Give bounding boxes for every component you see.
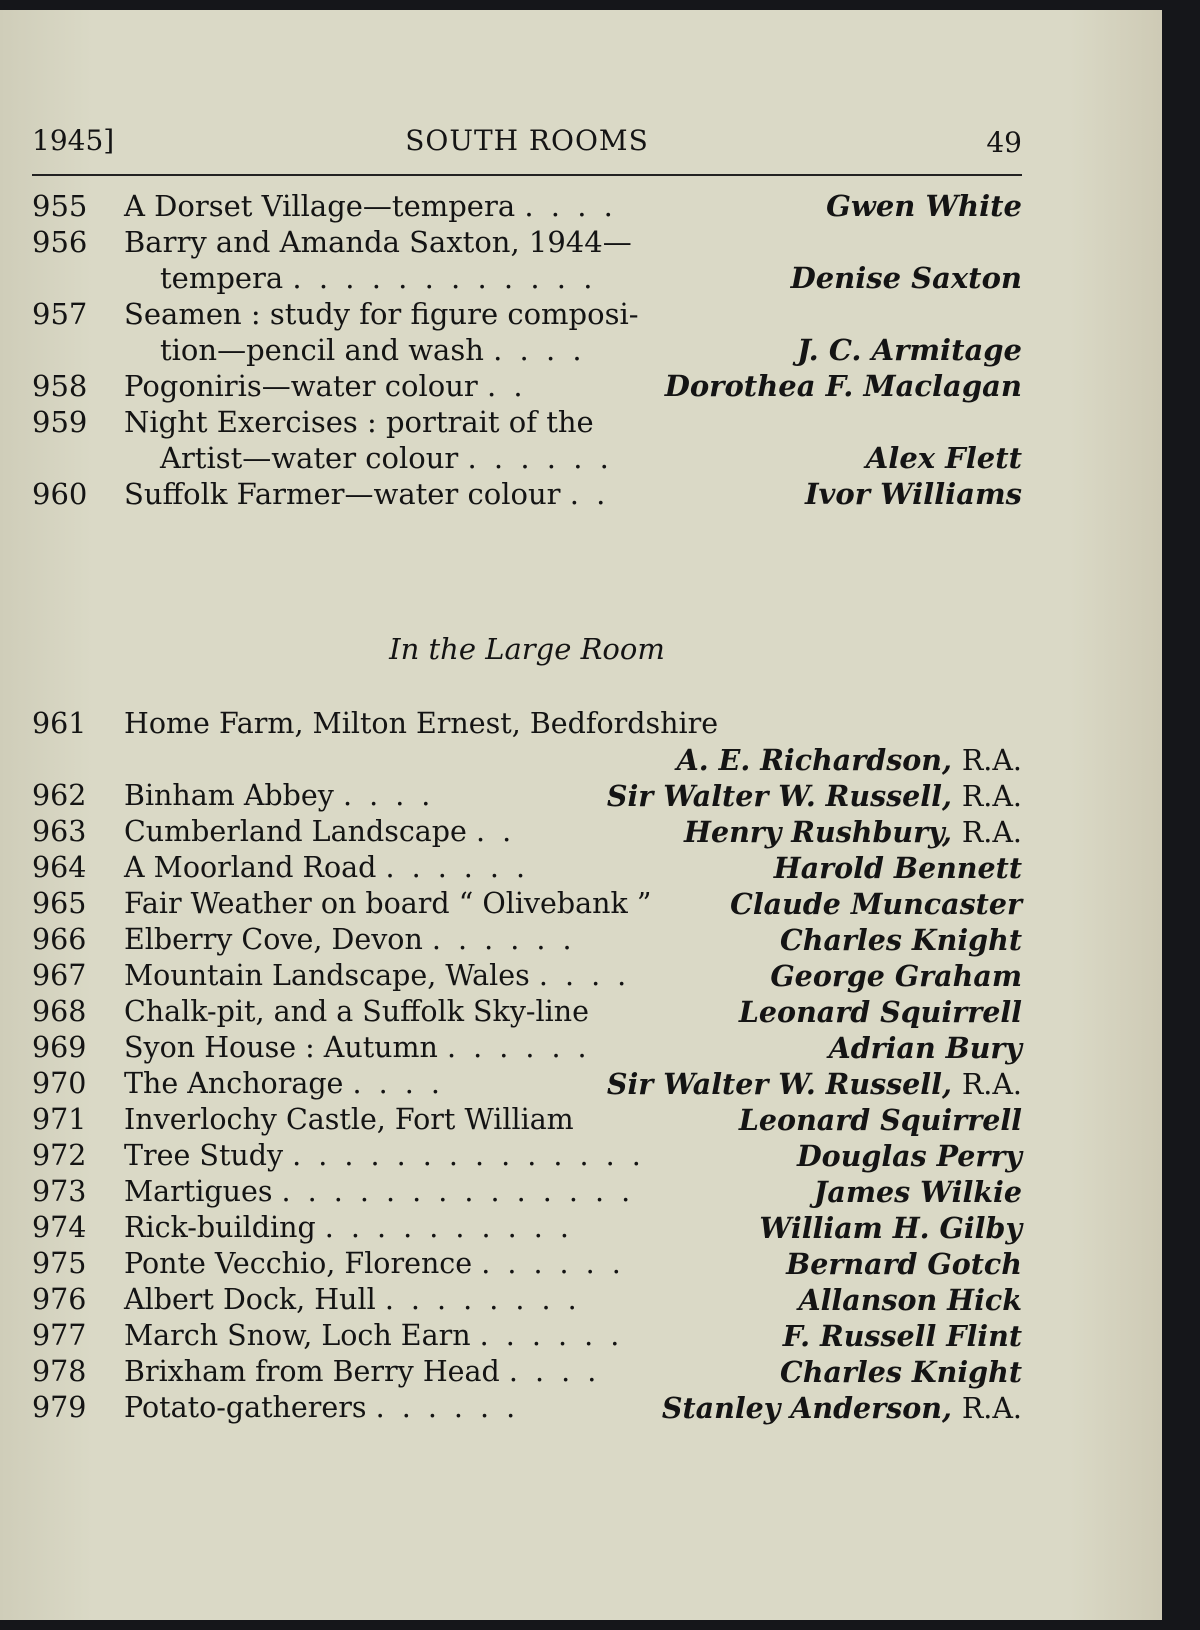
leader-dots: . . . . . . . . . . . .	[292, 261, 597, 295]
artist-honour: R.A.	[961, 744, 1022, 777]
artist-name	[770, 958, 1022, 994]
entry-title	[124, 404, 594, 440]
page-title: SOUTH ROOMS	[405, 124, 649, 157]
artist-name	[866, 440, 1022, 476]
entry-title	[124, 958, 630, 994]
title-text: Mountain Landscape, Wales	[124, 959, 530, 992]
artist-text: F. Russell Flint	[782, 1319, 1022, 1353]
entry-line	[32, 958, 1022, 994]
catalogue-entry	[32, 296, 1022, 368]
leader-dots: . .	[569, 477, 610, 511]
leader-dots: . . . . . .	[431, 923, 576, 956]
title-text: tion—pencil and wash	[160, 333, 484, 367]
entry-line	[32, 1030, 1022, 1066]
artist-text: Charles Knight	[780, 923, 1022, 957]
artist-honour: R.A.	[961, 816, 1022, 849]
title-text: Home Farm, Milton Ernest, Bedfordshire	[124, 707, 719, 740]
entry-title	[124, 1246, 625, 1282]
artist-name	[826, 188, 1022, 224]
artist-name	[684, 814, 1022, 851]
artist-text: Douglas Perry	[796, 1139, 1022, 1173]
artist-name	[759, 1210, 1022, 1246]
artist-name	[797, 1138, 1022, 1174]
catalogue-entry	[32, 1246, 1022, 1282]
entry-line	[32, 1318, 1022, 1354]
entry-line	[32, 1282, 1022, 1318]
leader-dots: . . . . . .	[479, 1319, 624, 1352]
entry-number: 977	[32, 1319, 87, 1352]
title-text: Artist—water colour	[160, 441, 459, 475]
catalogue-entry	[32, 404, 1022, 476]
title-text: Syon House : Autumn	[124, 1031, 438, 1064]
artist-name	[780, 922, 1022, 958]
entry-title	[124, 368, 527, 404]
leader-dots: . . . . . . . .	[384, 1283, 581, 1316]
catalogue-entry	[32, 224, 1022, 296]
entry-number: 961	[32, 707, 87, 740]
artist-text: Leonard Squirrell	[738, 995, 1022, 1029]
artist-name	[607, 1066, 1022, 1103]
entry-title	[124, 1390, 519, 1426]
entry-line	[32, 476, 1022, 512]
south-rooms-list	[32, 188, 1022, 512]
entry-title	[124, 1174, 634, 1210]
entry-line	[32, 260, 1022, 296]
title-text: A Dorset Village—tempera	[124, 189, 516, 223]
title-text: Binham Abbey	[124, 779, 334, 812]
title-text: Chalk-pit, and a Suffolk Sky-line	[124, 995, 590, 1028]
entry-title	[160, 332, 586, 368]
entry-title	[124, 1318, 623, 1354]
entry-title	[124, 814, 515, 850]
entry-title	[124, 476, 609, 512]
artist-name	[739, 1102, 1022, 1138]
title-text: Brixham from Berry Head	[124, 1355, 500, 1388]
title-text: Rick-building	[124, 1211, 316, 1244]
artist-text: Sir Walter W. Russell,	[606, 779, 952, 813]
entry-title	[160, 440, 613, 476]
entry-line	[32, 778, 1022, 814]
entry-line	[32, 706, 1022, 742]
entry-title	[124, 1354, 600, 1390]
artist-name	[805, 476, 1022, 512]
entry-title	[124, 1066, 444, 1102]
title-text: Suffolk Farmer—water colour	[124, 477, 561, 511]
artist-text: Ivor Williams	[804, 477, 1022, 511]
entry-line	[32, 1390, 1022, 1426]
artist-name	[665, 368, 1022, 404]
artist-name	[780, 1354, 1022, 1390]
catalogue-entry	[32, 706, 1022, 778]
artist-text: Harold Bennett	[773, 851, 1022, 885]
title-text: tempera	[160, 261, 284, 295]
entry-title	[124, 1030, 591, 1066]
entry-line	[32, 1210, 1022, 1246]
title-text: Tree Study	[124, 1139, 284, 1172]
artist-text: A. E. Richardson,	[676, 743, 952, 777]
entry-number: 967	[32, 959, 87, 992]
entry-line	[32, 224, 1022, 260]
leader-dots: . . . .	[342, 779, 435, 812]
catalogue-entry	[32, 1138, 1022, 1174]
title-text: Albert Dock, Hull	[124, 1283, 376, 1316]
artist-text: Bernard Gotch	[786, 1247, 1022, 1281]
catalogue-entry	[32, 1282, 1022, 1318]
title-text: Inverlochy Castle, Fort William	[124, 1103, 574, 1136]
artist-text: Alex Flett	[865, 441, 1022, 475]
title-text: The Anchorage	[124, 1067, 344, 1100]
entry-line	[32, 404, 1022, 440]
catalogue-entry	[32, 1102, 1022, 1138]
artist-text: Denise Saxton	[790, 261, 1022, 295]
entry-line	[32, 814, 1022, 850]
entry-line	[32, 922, 1022, 958]
catalogue-entry	[32, 476, 1022, 512]
leader-dots: . . . . . .	[385, 851, 530, 884]
artist-text: Charles Knight	[780, 1355, 1022, 1389]
catalogue-entry	[32, 1390, 1022, 1426]
title-text: Fair Weather on board “ Olivebank ”	[124, 887, 652, 920]
artist-text: Allanson Hick	[798, 1283, 1022, 1317]
artist-name	[677, 742, 1022, 779]
artist-text: Gwen White	[826, 189, 1022, 223]
entry-line	[32, 296, 1022, 332]
catalogue-entry	[32, 1318, 1022, 1354]
entry-title	[160, 260, 596, 296]
leader-dots: . . . . . .	[446, 1031, 591, 1064]
artist-name	[607, 778, 1022, 815]
entry-number: 958	[32, 369, 88, 403]
entry-number: 973	[32, 1175, 87, 1208]
entry-line	[32, 1102, 1022, 1138]
catalogue-entry	[32, 886, 1022, 922]
entry-title	[124, 296, 639, 332]
entry-number: 959	[32, 405, 88, 439]
catalogue-entry	[32, 850, 1022, 886]
entry-number: 957	[32, 297, 88, 331]
entry-number: 970	[32, 1067, 87, 1100]
entry-line	[32, 1174, 1022, 1210]
catalogue-entry	[32, 1210, 1022, 1246]
entry-title	[124, 1102, 574, 1138]
title-text: March Snow, Loch Earn	[124, 1319, 471, 1352]
catalogue-entry	[32, 1066, 1022, 1102]
large-room-list	[32, 706, 1022, 1426]
artist-honour: R.A.	[961, 1068, 1022, 1101]
entry-line	[32, 1066, 1022, 1102]
title-text: Martigues	[124, 1175, 273, 1208]
artist-name	[783, 1318, 1022, 1354]
leader-dots: . . . . . .	[481, 1247, 625, 1280]
entry-number: 974	[32, 1211, 87, 1244]
title-text: Pogoniris—water colour	[124, 369, 478, 403]
artist-name	[662, 1390, 1022, 1427]
catalogue-entry	[32, 1354, 1022, 1390]
artist-honour: R.A.	[961, 1392, 1022, 1425]
artist-text: George Graham	[770, 959, 1022, 993]
entry-number: 963	[32, 815, 87, 848]
entry-line	[32, 1138, 1022, 1174]
artist-name	[786, 1246, 1022, 1282]
catalogue-entry	[32, 1174, 1022, 1210]
entry-line	[32, 1354, 1022, 1390]
title-text: A Moorland Road	[124, 851, 377, 884]
entry-line	[32, 742, 1022, 778]
catalogue-entry	[32, 188, 1022, 224]
title-text: Barry and Amanda Saxton, 1944—	[124, 225, 632, 259]
section-heading: In the Large Room	[389, 632, 665, 666]
artist-text: Leonard Squirrell	[738, 1103, 1022, 1137]
leader-dots: . .	[475, 815, 516, 848]
entry-title	[124, 224, 632, 260]
leader-dots: . . . .	[538, 959, 631, 992]
entry-number: 965	[32, 887, 87, 920]
leader-dots: . . . .	[493, 333, 586, 367]
entry-number: 964	[32, 851, 87, 884]
catalogue-page	[0, 10, 1162, 1620]
catalogue-entry	[32, 922, 1022, 958]
catalogue-entry	[32, 778, 1022, 814]
leader-dots: . .	[487, 369, 527, 403]
entry-title	[124, 922, 576, 958]
entry-line	[32, 440, 1022, 476]
entry-number: 975	[32, 1247, 87, 1280]
entry-line	[32, 332, 1022, 368]
artist-name	[774, 850, 1022, 886]
artist-name	[829, 1030, 1022, 1066]
title-text: Cumberland Landscape	[124, 815, 467, 848]
artist-text: Claude Muncaster	[730, 887, 1022, 921]
entry-title	[124, 994, 589, 1030]
leader-dots: . . . . . .	[467, 441, 613, 475]
leader-dots: . . . .	[352, 1067, 444, 1100]
running-header	[32, 114, 1022, 176]
artist-text: Henry Rushbury,	[684, 815, 952, 849]
title-text: Seamen : study for figure composi-	[124, 297, 639, 331]
entry-number: 966	[32, 923, 87, 956]
artist-text: J. C. Armitage	[797, 333, 1022, 367]
artist-name	[791, 260, 1022, 296]
entry-title	[124, 886, 651, 922]
artist-text: Sir Walter W. Russell,	[606, 1067, 952, 1101]
artist-name	[797, 332, 1022, 368]
catalogue-entry	[32, 814, 1022, 850]
header-year: 1945]	[32, 124, 115, 157]
entry-title	[124, 1210, 573, 1246]
artist-name	[814, 1174, 1022, 1210]
artist-text: Dorothea F. Maclagan	[664, 369, 1022, 403]
page-number: 49	[986, 126, 1022, 159]
leader-dots: . . . .	[508, 1355, 601, 1388]
entry-number: 969	[32, 1031, 87, 1064]
catalogue-entry	[32, 958, 1022, 994]
catalogue-entry	[32, 368, 1022, 404]
title-text: Ponte Vecchio, Florence	[124, 1247, 473, 1280]
artist-honour: R.A.	[961, 780, 1022, 813]
entry-title	[124, 850, 529, 886]
entry-line	[32, 368, 1022, 404]
leader-dots: . . . . . . . . . .	[324, 1211, 573, 1244]
entry-number: 972	[32, 1139, 87, 1172]
leader-dots: . . . . . . . . . . . . . .	[281, 1175, 635, 1208]
artist-text: Stanley Anderson,	[661, 1391, 952, 1425]
entry-line	[32, 886, 1022, 922]
entry-title	[124, 188, 617, 224]
artist-text: James Wilkie	[813, 1175, 1022, 1209]
entry-number: 962	[32, 779, 87, 812]
title-text: Elberry Cove, Devon	[124, 923, 423, 956]
entry-line	[32, 1246, 1022, 1282]
artist-text: Adrian Bury	[828, 1031, 1022, 1065]
catalogue-entry	[32, 994, 1022, 1030]
title-text: Potato-gatherers	[124, 1391, 367, 1424]
entry-number: 960	[32, 477, 88, 511]
entry-title	[124, 1138, 645, 1174]
leader-dots: . . . .	[524, 189, 617, 223]
entry-line	[32, 994, 1022, 1030]
entry-number: 978	[32, 1355, 87, 1388]
artist-name	[739, 994, 1022, 1030]
leader-dots: . . . . . .	[375, 1391, 520, 1424]
entry-number: 968	[32, 995, 87, 1028]
title-text: Night Exercises : portrait of the	[124, 405, 594, 439]
entry-line	[32, 850, 1022, 886]
entry-number: 971	[32, 1103, 87, 1136]
artist-name	[798, 1282, 1022, 1318]
entry-title	[124, 706, 718, 742]
artist-text: William H. Gilby	[759, 1211, 1022, 1245]
leader-dots: . . . . . . . . . . . . . .	[292, 1139, 645, 1172]
entry-title	[124, 1282, 581, 1318]
entry-title	[124, 778, 434, 814]
entry-number: 956	[32, 225, 88, 259]
entry-line	[32, 188, 1022, 224]
entry-number: 976	[32, 1283, 87, 1316]
artist-name	[730, 886, 1022, 922]
catalogue-entry	[32, 1030, 1022, 1066]
entry-number: 955	[32, 189, 88, 223]
entry-number: 979	[32, 1391, 87, 1424]
